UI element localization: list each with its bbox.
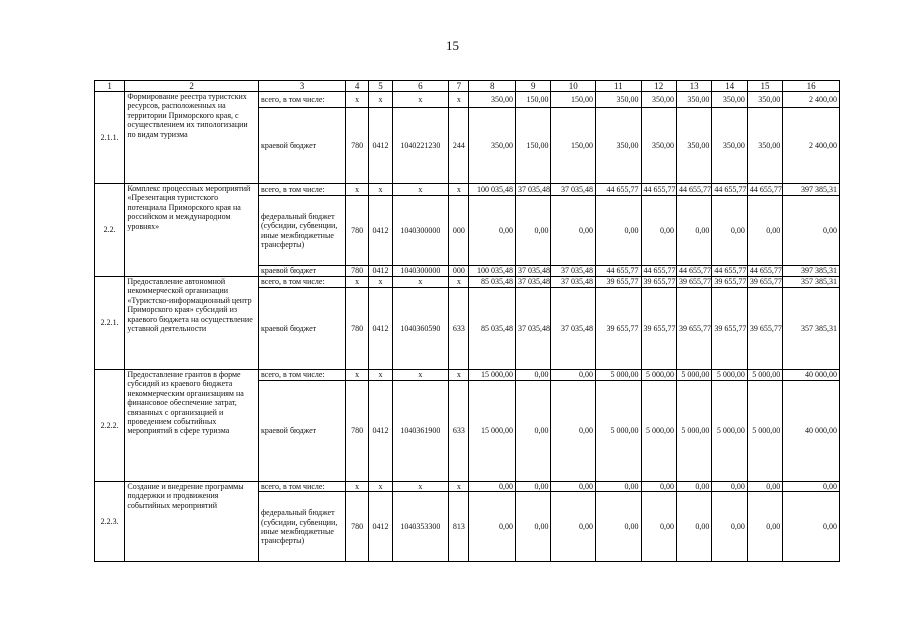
amount-cell: 40 000,00: [783, 381, 840, 482]
amount-cell: 350,00: [747, 108, 782, 184]
budget-code: 0412: [369, 108, 392, 184]
budget-code: 1040361900: [392, 381, 449, 482]
funding-source: краевой бюджет: [258, 266, 345, 277]
table-row: [95, 184, 840, 196]
amount-cell: 350,00: [676, 92, 711, 108]
header-cell: 13: [676, 81, 711, 92]
budget-code: 780: [346, 381, 369, 482]
amount-cell: 0,00: [747, 492, 782, 562]
amount-cell: 44 655,77: [747, 184, 782, 196]
budget-code: 780: [346, 108, 369, 184]
amount-cell: 0,00: [596, 482, 642, 492]
amount-cell: 100 035,48: [469, 184, 516, 196]
amount-cell: 44 655,77: [712, 184, 747, 196]
funding-source: всего, в том числе:: [258, 482, 345, 492]
amount-cell: 0,00: [551, 196, 596, 266]
amount-cell: 44 655,77: [747, 266, 782, 277]
amount-cell: 0,00: [641, 492, 676, 562]
table-body: [95, 81, 840, 562]
budget-code: x: [346, 184, 369, 196]
header-row: [95, 81, 840, 92]
amount-cell: 0,00: [676, 492, 711, 562]
funding-source: краевой бюджет: [258, 288, 345, 370]
budget-code: 244: [449, 108, 469, 184]
amount-cell: 85 035,48: [469, 277, 516, 288]
amount-cell: 0,00: [516, 381, 551, 482]
amount-cell: 100 035,48: [469, 266, 516, 277]
funding-source: краевой бюджет: [258, 381, 345, 482]
amount-cell: 0,00: [596, 196, 642, 266]
amount-cell: 5 000,00: [596, 381, 642, 482]
budget-table: [94, 80, 840, 562]
activity-name: Создание и внедрение программы поддержки и продвижения событийных мероприятий: [125, 482, 259, 562]
amount-cell: 0,00: [551, 482, 596, 492]
budget-code: 0412: [369, 266, 392, 277]
budget-code: x: [369, 92, 392, 108]
amount-cell: 39 655,77: [596, 288, 642, 370]
row-number: 2.2.1.: [95, 277, 125, 370]
budget-code: x: [449, 277, 469, 288]
amount-cell: 0,00: [641, 482, 676, 492]
amount-cell: 397 385,31: [783, 266, 840, 277]
budget-code: 780: [346, 288, 369, 370]
amount-cell: 0,00: [783, 482, 840, 492]
amount-cell: 0,00: [469, 482, 516, 492]
table-row: [95, 92, 840, 108]
amount-cell: 150,00: [516, 92, 551, 108]
amount-cell: 37 035,48: [516, 277, 551, 288]
amount-cell: 2 400,00: [783, 92, 840, 108]
amount-cell: 350,00: [641, 108, 676, 184]
amount-cell: 37 035,48: [551, 184, 596, 196]
amount-cell: 350,00: [712, 92, 747, 108]
amount-cell: 37 035,48: [551, 288, 596, 370]
header-cell: 7: [449, 81, 469, 92]
amount-cell: 0,00: [516, 492, 551, 562]
amount-cell: 15 000,00: [469, 370, 516, 381]
amount-cell: 2 400,00: [783, 108, 840, 184]
amount-cell: 150,00: [551, 108, 596, 184]
budget-code: x: [392, 482, 449, 492]
activity-name: Комплекс процессных мероприятий «Презентация туристского потенциала Приморского края на российском и международном уровнях»: [125, 184, 259, 277]
amount-cell: 5 000,00: [596, 370, 642, 381]
activity-name: Предоставление грантов в форме субсидий из краевого бюджета некоммерческим организациям на финансовое обеспечение затрат, связанных с организацией и проведением событийных мероприятий в сфере туризма: [125, 370, 259, 482]
budget-code: x: [392, 92, 449, 108]
budget-code: x: [392, 277, 449, 288]
amount-cell: 0,00: [551, 381, 596, 482]
amount-cell: 0,00: [747, 482, 782, 492]
amount-cell: 39 655,77: [641, 277, 676, 288]
header-cell: 5: [369, 81, 392, 92]
funding-source: всего, в том числе:: [258, 370, 345, 381]
budget-code: x: [346, 277, 369, 288]
amount-cell: 350,00: [596, 92, 642, 108]
budget-code: x: [369, 370, 392, 381]
header-cell: 4: [346, 81, 369, 92]
amount-cell: 350,00: [596, 108, 642, 184]
table-row: [95, 277, 840, 288]
budget-code: 780: [346, 266, 369, 277]
budget-code: x: [346, 92, 369, 108]
amount-cell: 0,00: [516, 196, 551, 266]
budget-code: 0412: [369, 492, 392, 562]
row-number: 2.2.3.: [95, 482, 125, 562]
amount-cell: 0,00: [596, 492, 642, 562]
amount-cell: 5 000,00: [641, 370, 676, 381]
amount-cell: 5 000,00: [712, 370, 747, 381]
amount-cell: 350,00: [676, 108, 711, 184]
budget-code: 780: [346, 492, 369, 562]
amount-cell: 5 000,00: [676, 381, 711, 482]
amount-cell: 0,00: [712, 482, 747, 492]
budget-code: x: [449, 370, 469, 381]
budget-code: 0412: [369, 288, 392, 370]
amount-cell: 37 035,48: [551, 277, 596, 288]
budget-code: 000: [449, 196, 469, 266]
budget-code: 000: [449, 266, 469, 277]
amount-cell: 350,00: [641, 92, 676, 108]
budget-code: 1040300000: [392, 266, 449, 277]
funding-source: всего, в том числе:: [258, 184, 345, 196]
amount-cell: 37 035,48: [516, 288, 551, 370]
budget-code: 0412: [369, 196, 392, 266]
amount-cell: 0,00: [712, 492, 747, 562]
budget-code: x: [449, 184, 469, 196]
activity-name: Предоставление автономной некоммерческой организации «Туристско-информационный центр Приморского края» субсидий из краевого бюджета на осуществление уставной деятельности: [125, 277, 259, 370]
amount-cell: 0,00: [712, 196, 747, 266]
budget-code: 0412: [369, 381, 392, 482]
header-cell: 11: [596, 81, 642, 92]
amount-cell: 39 655,77: [712, 277, 747, 288]
row-number: 2.2.: [95, 184, 125, 277]
header-cell: 12: [641, 81, 676, 92]
amount-cell: 39 655,77: [641, 288, 676, 370]
budget-code: 1040300000: [392, 196, 449, 266]
amount-cell: 39 655,77: [747, 277, 782, 288]
budget-code: x: [449, 92, 469, 108]
amount-cell: 5 000,00: [747, 370, 782, 381]
amount-cell: 0,00: [516, 482, 551, 492]
header-cell: 9: [516, 81, 551, 92]
funding-source: федеральный бюджет (субсидии, субвенции, иные межбюджетные трансферты): [258, 196, 345, 266]
budget-code: x: [449, 482, 469, 492]
amount-cell: 350,00: [747, 92, 782, 108]
amount-cell: 0,00: [783, 196, 840, 266]
amount-cell: 350,00: [469, 108, 516, 184]
amount-cell: 40 000,00: [783, 370, 840, 381]
amount-cell: 44 655,77: [641, 266, 676, 277]
budget-code: x: [369, 277, 392, 288]
budget-code: 1040360590: [392, 288, 449, 370]
amount-cell: 37 035,48: [516, 184, 551, 196]
header-cell: 3: [258, 81, 345, 92]
amount-cell: 44 655,77: [596, 184, 642, 196]
header-cell: 6: [392, 81, 449, 92]
amount-cell: 350,00: [469, 92, 516, 108]
budget-code: x: [369, 184, 392, 196]
amount-cell: 0,00: [516, 370, 551, 381]
budget-code: 813: [449, 492, 469, 562]
funding-source: всего, в том числе:: [258, 92, 345, 108]
table-row: [95, 482, 840, 492]
budget-code: x: [346, 482, 369, 492]
budget-code: 1040353300: [392, 492, 449, 562]
funding-source: краевой бюджет: [258, 108, 345, 184]
header-cell: 16: [783, 81, 840, 92]
budget-code: x: [392, 184, 449, 196]
amount-cell: 39 655,77: [676, 288, 711, 370]
amount-cell: 350,00: [712, 108, 747, 184]
amount-cell: 44 655,77: [676, 266, 711, 277]
row-number: 2.1.1.: [95, 92, 125, 184]
header-cell: 10: [551, 81, 596, 92]
header-cell: 8: [469, 81, 516, 92]
amount-cell: 357 385,31: [783, 288, 840, 370]
amount-cell: 150,00: [516, 108, 551, 184]
amount-cell: 44 655,77: [596, 266, 642, 277]
budget-code: x: [346, 370, 369, 381]
amount-cell: 37 035,48: [516, 266, 551, 277]
budget-code: x: [392, 370, 449, 381]
page-number: 15: [446, 38, 459, 53]
amount-cell: 0,00: [783, 492, 840, 562]
amount-cell: 44 655,77: [712, 266, 747, 277]
header-cell: 15: [747, 81, 782, 92]
header-cell: 2: [125, 81, 259, 92]
budget-code: x: [369, 482, 392, 492]
amount-cell: 357 385,31: [783, 277, 840, 288]
amount-cell: 44 655,77: [641, 184, 676, 196]
amount-cell: 5 000,00: [676, 370, 711, 381]
amount-cell: 0,00: [676, 196, 711, 266]
amount-cell: 150,00: [551, 92, 596, 108]
amount-cell: 0,00: [469, 196, 516, 266]
header-cell: 14: [712, 81, 747, 92]
funding-source: всего, в том числе:: [258, 277, 345, 288]
amount-cell: 0,00: [469, 492, 516, 562]
amount-cell: 0,00: [676, 482, 711, 492]
budget-code: 633: [449, 288, 469, 370]
amount-cell: 85 035,48: [469, 288, 516, 370]
amount-cell: 0,00: [747, 196, 782, 266]
row-number: 2.2.2.: [95, 370, 125, 482]
amount-cell: 0,00: [641, 196, 676, 266]
amount-cell: 5 000,00: [712, 381, 747, 482]
budget-code: 780: [346, 196, 369, 266]
activity-name: Формирование реестра туристских ресурсов, расположенных на территории Приморского края, с осуществлением их типологизации по видам туризма: [125, 92, 259, 184]
amount-cell: 39 655,77: [676, 277, 711, 288]
amount-cell: 5 000,00: [747, 381, 782, 482]
table-row: [95, 370, 840, 381]
amount-cell: 39 655,77: [596, 277, 642, 288]
funding-source: федеральный бюджет (субсидии, субвенции, иные межбюджетные трансферты): [258, 492, 345, 562]
amount-cell: 0,00: [551, 370, 596, 381]
header-cell: 1: [95, 81, 125, 92]
amount-cell: 39 655,77: [747, 288, 782, 370]
budget-code: 1040221230: [392, 108, 449, 184]
amount-cell: 44 655,77: [676, 184, 711, 196]
amount-cell: 15 000,00: [469, 381, 516, 482]
amount-cell: 0,00: [551, 492, 596, 562]
budget-code: 633: [449, 381, 469, 482]
amount-cell: 5 000,00: [641, 381, 676, 482]
amount-cell: 39 655,77: [712, 288, 747, 370]
amount-cell: 397 385,31: [783, 184, 840, 196]
amount-cell: 37 035,48: [551, 266, 596, 277]
